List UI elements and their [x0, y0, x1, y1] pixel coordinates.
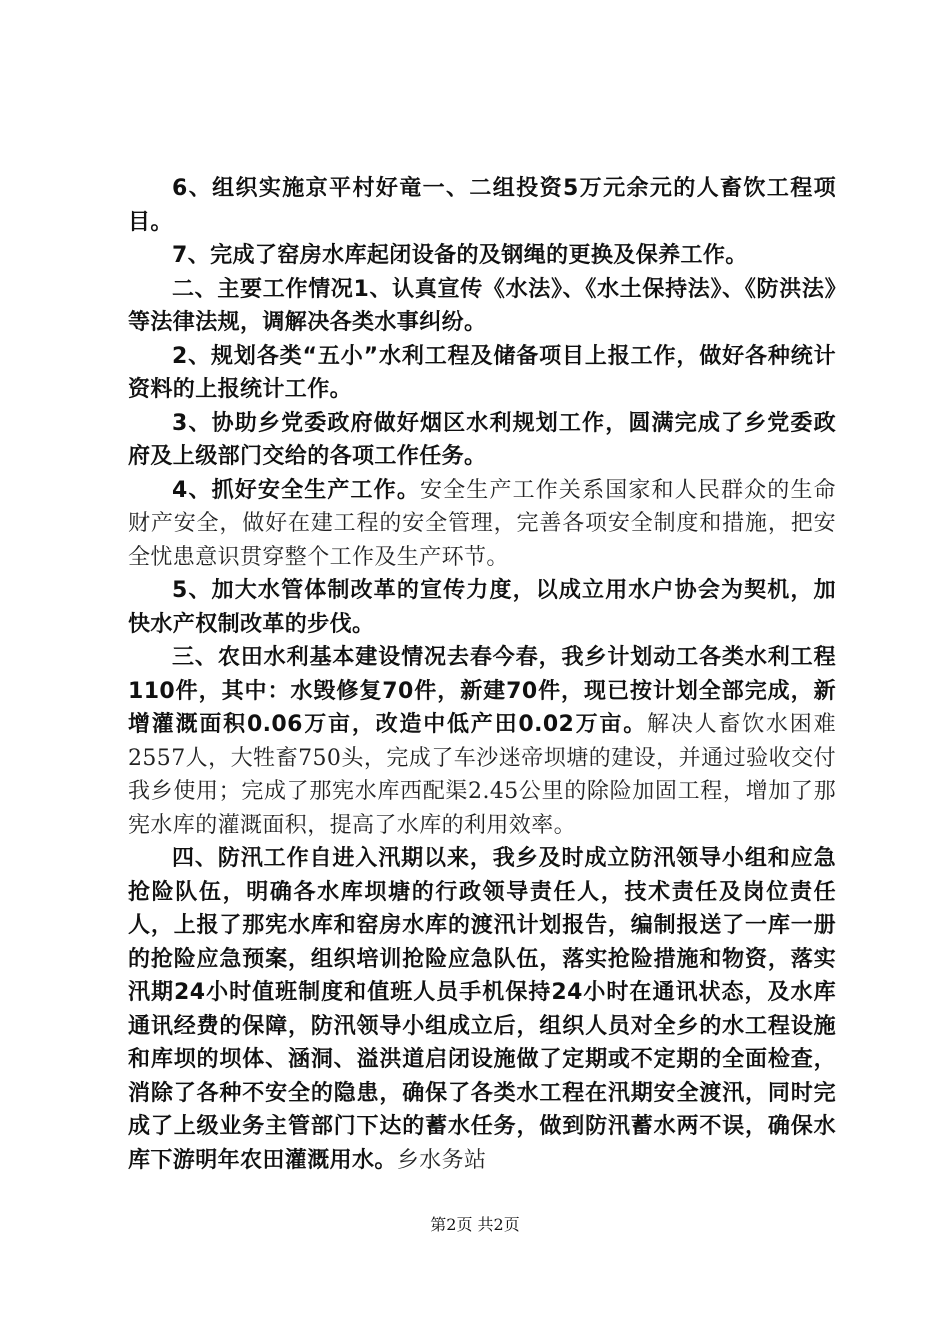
paragraph-text-light: 解决人畜饮水困难2557人，大牲畜750头，完成了车沙迷帝坝塘的建设，并通过验收交付我乡使用；完成了那宪水库西配渠2.45公里的除险加固工程，增加了那宪水库的灌溉面积，提高了水库的利用效率。: [128, 712, 837, 838]
paragraph-item-6: [128, 172, 836, 239]
paragraph-text: 三、农田水利基本建设情况去春今春，我乡计划动工各类水利工程110件，其中：水毁修复70件，新建70件，现已按计划全部完成，新增灌溉面积0.06万亩，改造中低产田0.02万亩。: [128, 645, 836, 737]
paragraph-text: 5、加大水管体制改革的宣传力度，以成立用水户协会为契机，加快水产权制改革的步伐。: [128, 578, 836, 637]
paragraph-item-2: [128, 340, 836, 407]
paragraph-text: 四、防汛工作自进入汛期以来，我乡及时成立防汛领导小组和应急抢险队伍，明确各水库坝塘的行政领导责任人，技术责任及岗位责任人，上报了那宪水库和窑房水库的渡汛计划报告，编制报送了一库一册的抢险应急预案，组织培训抢险应急队伍，落实抢险措施和物资，落实汛期24小时值班制度和值班人员手机保持24小时在通讯状态，及水库通讯经费的保障，防汛领导小组成立后，组织人员对全乡的水工程设施和库坝的坝体、涵洞、溢洪道启闭设施做了定期或不定期的全面检查，消除了各种不安全的隐患，确保了各类水工程在汛期安全渡汛，同时完成了上级业务主管部门下达的蓄水任务，做到防汛蓄水两不误，确保水库下游明年农田灌溉用水。: [128, 846, 836, 1173]
paragraph-item-4: [128, 474, 836, 575]
paragraph-text: 3、协助乡党委政府做好烟区水利规划工作，圆满完成了乡党委政府及上级部门交给的各项工作任务。: [128, 410, 836, 469]
paragraph-text-light: 安全生产工作关系国家和人民群众的生命财产安全，做好在建工程的安全管理，完善各项安全制度和措施，把安全忧患意识贯穿整个工作及生产环节。: [128, 477, 836, 570]
document-body: [128, 172, 836, 1177]
paragraph-main-work: [128, 273, 836, 340]
paragraph-item-5: [128, 574, 836, 641]
paragraph-flood-control: [128, 842, 836, 1177]
paragraph-text-light: 乡水务站: [396, 1147, 487, 1173]
paragraph-text: 7、完成了窑房水库起闭设备的及钢绳的更换及保养工作。: [172, 243, 748, 268]
paragraph-item-3: [128, 407, 836, 474]
page-number-footer: 第2页 共2页: [430, 1215, 520, 1234]
paragraph-item-7: [128, 239, 836, 273]
paragraph-text: 二、主要工作情况1、认真宣传《水法》、《水土保持法》、《防洪法》等法律法规，调解决各类水事纠纷。: [128, 276, 836, 335]
paragraph-text: 6、组织实施京平村好竜一、二组投资5万元余元的人畜饮工程项目。: [128, 176, 836, 235]
paragraph-text: 2、规划各类“五小”水利工程及储备项目上报工作，做好各种统计资料的上报统计工作。: [128, 343, 836, 402]
paragraph-text: 4、抓好安全生产工作。: [172, 477, 420, 503]
paragraph-farmland: [128, 641, 836, 842]
